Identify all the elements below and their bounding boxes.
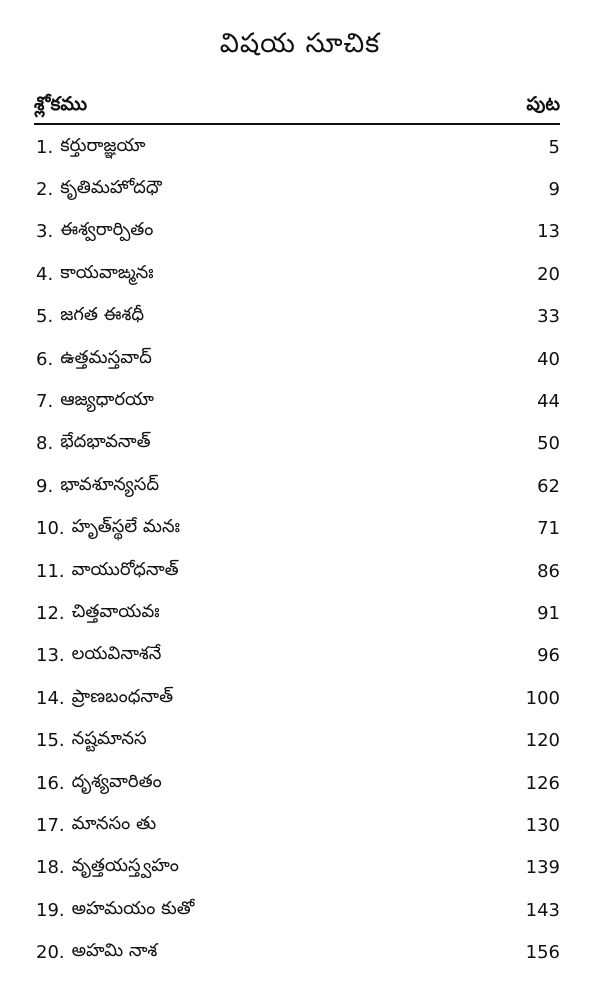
entry-number: 8. <box>36 433 54 455</box>
entry-number: 1. <box>36 136 54 158</box>
header-divider <box>34 123 560 125</box>
entry-title: ఆజ్యధారయా <box>60 389 154 411</box>
toc-header <box>34 90 560 122</box>
entry-page: 50 <box>537 433 560 455</box>
toc-row <box>36 465 560 507</box>
toc-row <box>36 168 560 210</box>
entry-page: 33 <box>537 306 560 328</box>
entry-title: ఈశ్వరార్పితం <box>60 219 154 241</box>
entry-number: 12. <box>36 602 65 624</box>
entry-number: 16. <box>36 772 65 794</box>
entry-number: 4. <box>36 263 54 285</box>
toc-row <box>36 211 560 253</box>
entry-title: మానసం తు <box>71 812 157 834</box>
toc-row <box>36 847 560 889</box>
entry-number: 14. <box>36 687 65 709</box>
header-verse-label: శ్లోకము <box>34 92 88 115</box>
entry-page: 9 <box>548 179 560 201</box>
entry-number: 9. <box>36 475 54 497</box>
entry-number: 15. <box>36 730 65 752</box>
entry-page: 62 <box>537 475 560 497</box>
entry-title: ప్రాణబంధనాత్ <box>71 685 174 707</box>
entry-number: 3. <box>36 221 54 243</box>
entry-title: భావశూన్యసద్ <box>60 473 160 495</box>
entry-title: వృత్తయస్త్వహం <box>71 855 179 877</box>
entry-title: అహమి నాశ <box>71 940 158 962</box>
entry-number: 10. <box>36 518 65 540</box>
table-of-contents <box>36 126 560 974</box>
entry-number: 5. <box>36 306 54 328</box>
entry-page: 91 <box>537 602 560 624</box>
entry-number: 7. <box>36 391 54 413</box>
toc-row <box>36 889 560 931</box>
entry-page: 20 <box>537 263 560 285</box>
entry-number: 18. <box>36 857 65 879</box>
entry-number: 19. <box>36 899 65 921</box>
entry-page: 100 <box>525 687 560 709</box>
entry-title: కృతిమహోదధౌ <box>60 177 162 199</box>
entry-number: 2. <box>36 179 54 201</box>
entry-number: 11. <box>36 560 65 582</box>
entry-title: కాయవాఙ్మనః <box>60 261 154 283</box>
toc-row <box>36 931 560 973</box>
toc-row <box>36 338 560 380</box>
header-page-label: పుట <box>526 92 560 115</box>
entry-number: 13. <box>36 645 65 667</box>
entry-title: జగత ఈశధీ <box>60 304 145 326</box>
page-title: విషయ సూచిక <box>219 28 381 59</box>
toc-row <box>36 804 560 846</box>
toc-row <box>36 380 560 422</box>
entry-page: 156 <box>525 942 560 964</box>
entry-number: 6. <box>36 348 54 370</box>
entry-title: ఉత్తమస్తవాద్ <box>60 346 152 368</box>
toc-row <box>36 719 560 761</box>
entry-page: 130 <box>525 814 560 836</box>
entry-page: 5 <box>548 136 560 158</box>
toc-row <box>36 677 560 719</box>
entry-page: 139 <box>525 857 560 879</box>
toc-row <box>36 253 560 295</box>
entry-title: భేదభావనాత్ <box>60 431 151 453</box>
entry-page: 120 <box>525 730 560 752</box>
entry-number: 17. <box>36 814 65 836</box>
toc-row <box>36 762 560 804</box>
entry-title: హృత్‌స్థలే మనః <box>71 516 180 538</box>
toc-row <box>36 296 560 338</box>
toc-row <box>36 126 560 168</box>
entry-page: 126 <box>525 772 560 794</box>
entry-title: కర్తురాజ్ఞయా <box>60 134 146 156</box>
entry-title: నష్టమానస <box>71 728 147 750</box>
entry-title: అహమయం కుతో <box>71 897 195 919</box>
toc-row <box>36 508 560 550</box>
toc-row <box>36 592 560 634</box>
entry-page: 44 <box>537 391 560 413</box>
toc-row <box>36 423 560 465</box>
entry-page: 143 <box>525 899 560 921</box>
entry-number: 20. <box>36 942 65 964</box>
toc-row <box>36 550 560 592</box>
entry-title: లయవినాశనే <box>71 643 162 665</box>
toc-row <box>36 635 560 677</box>
entry-page: 13 <box>537 221 560 243</box>
entry-page: 86 <box>537 560 560 582</box>
entry-page: 40 <box>537 348 560 370</box>
entry-title: దృశ్యవారితం <box>71 770 162 792</box>
entry-page: 96 <box>537 645 560 667</box>
entry-title: వాయురోధనాత్ <box>71 558 179 580</box>
entry-page: 71 <box>537 518 560 540</box>
entry-title: చిత్తవాయవః <box>71 600 160 622</box>
